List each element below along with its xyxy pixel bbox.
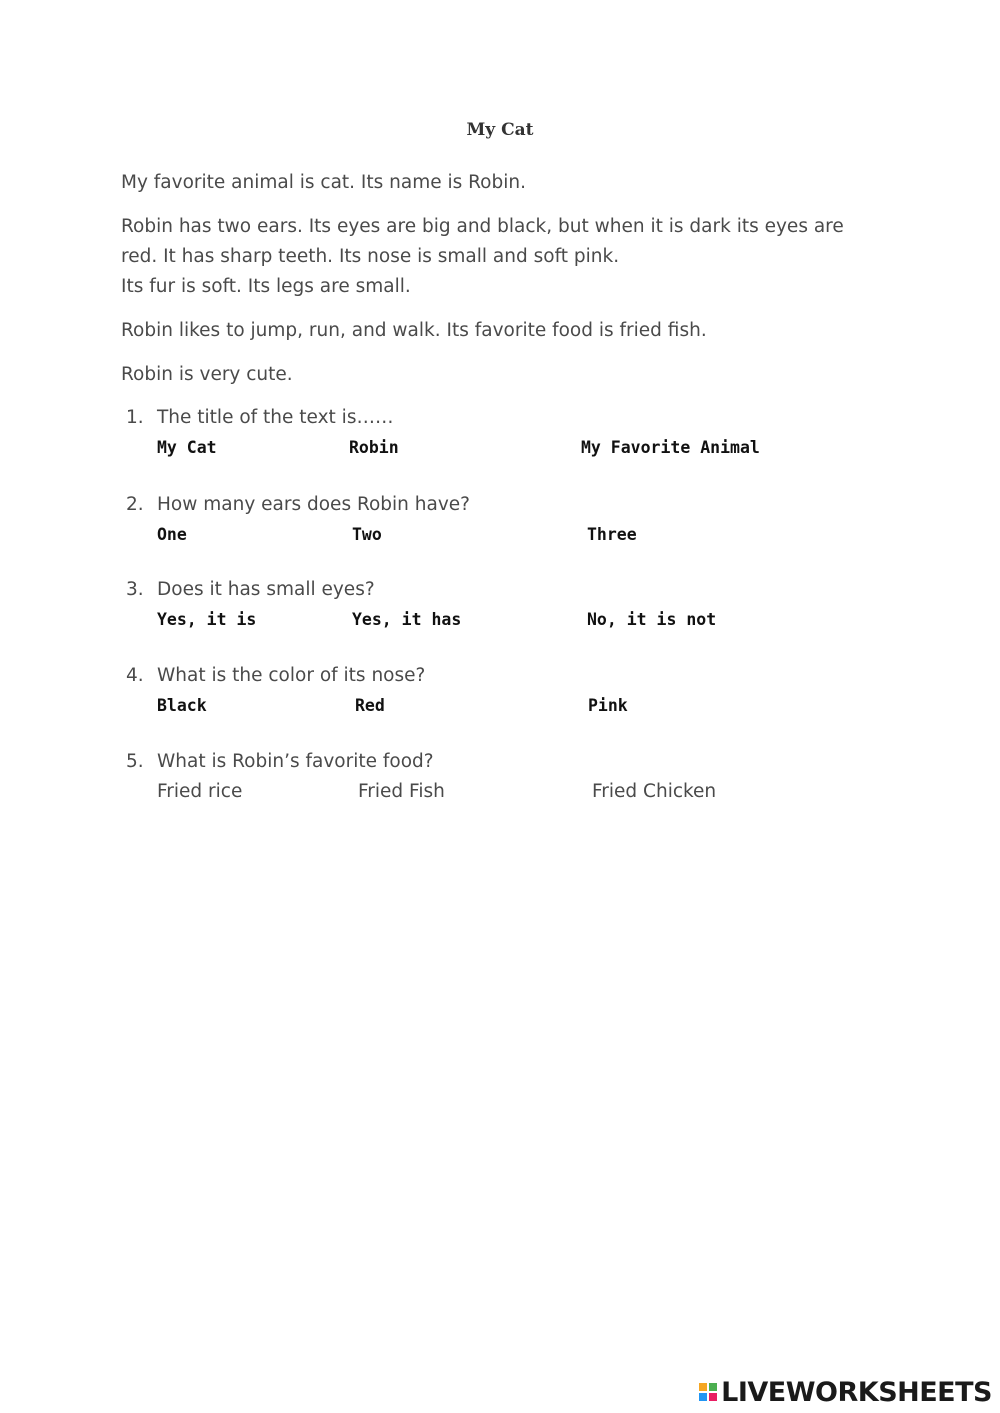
answer-option[interactable]: Red bbox=[355, 696, 385, 715]
watermark-text: LIVEWORKSHEETS bbox=[721, 1376, 992, 1408]
answer-option[interactable]: My Favorite Animal bbox=[581, 438, 760, 457]
question-number: 5. bbox=[126, 751, 144, 772]
answer-option[interactable]: Black bbox=[157, 696, 207, 715]
answer-option[interactable]: Yes, it has bbox=[352, 610, 462, 629]
answer-option[interactable]: Two bbox=[352, 525, 382, 544]
question-text: What is the color of its nose? bbox=[157, 665, 426, 686]
question-number: 1. bbox=[126, 407, 144, 428]
answer-option[interactable]: No, it is not bbox=[587, 610, 717, 629]
paragraph-activities: Robin likes to jump, run, and walk. Its favorite food is fried fish. bbox=[121, 320, 707, 341]
answer-option[interactable]: Fried Chicken bbox=[592, 781, 717, 802]
question-number: 4. bbox=[126, 665, 144, 686]
paragraph-closing: Robin is very cute. bbox=[121, 364, 293, 385]
question-text: Does it has small eyes? bbox=[157, 579, 375, 600]
answer-option[interactable]: One bbox=[157, 525, 187, 544]
liveworksheets-logo-icon bbox=[699, 1383, 717, 1401]
liveworksheets-watermark bbox=[699, 1377, 992, 1407]
question-text: What is Robin’s favorite food? bbox=[157, 751, 434, 772]
question-text: How many ears does Robin have? bbox=[157, 494, 471, 515]
answer-option[interactable]: Fried rice bbox=[157, 781, 243, 802]
paragraph-intro: My favorite animal is cat. Its name is Robin. bbox=[121, 172, 526, 193]
question-text: The title of the text is…… bbox=[157, 407, 394, 428]
paragraph-description: Robin has two ears. Its eyes are big and black, but when it is dark its eyes are red. It has sharp teeth. Its nose is small and soft pink. bbox=[121, 216, 844, 267]
answer-option[interactable]: Yes, it is bbox=[157, 610, 257, 629]
answer-option[interactable]: Fried Fish bbox=[358, 781, 445, 802]
answer-option[interactable]: Robin bbox=[349, 438, 399, 457]
question-number: 2. bbox=[126, 494, 144, 515]
answer-option[interactable]: Pink bbox=[588, 696, 628, 715]
answer-option[interactable]: My Cat bbox=[157, 438, 217, 457]
question-number: 3. bbox=[126, 579, 144, 600]
page-title: My Cat bbox=[466, 120, 534, 140]
paragraph-fur-legs: Its fur is soft. Its legs are small. bbox=[121, 276, 411, 297]
answer-option[interactable]: Three bbox=[587, 525, 637, 544]
